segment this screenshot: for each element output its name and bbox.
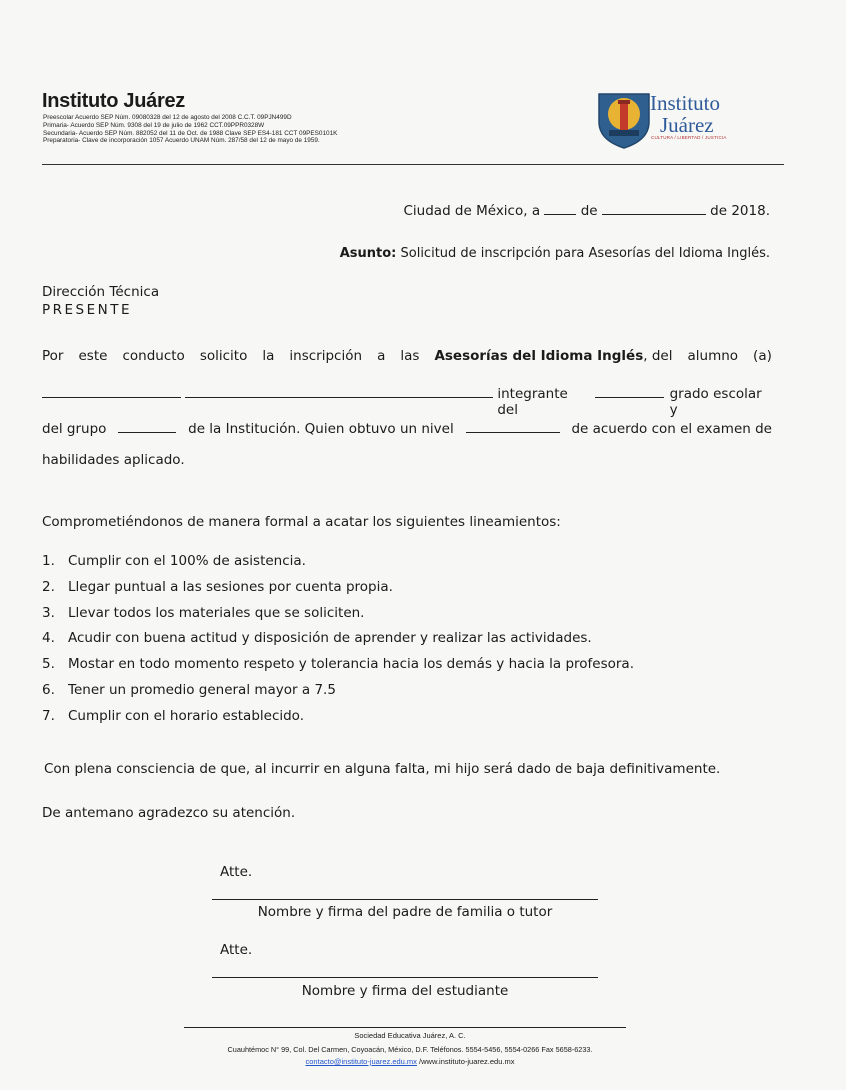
atte-parent: Atte.: [220, 864, 253, 880]
day-blank: [544, 202, 576, 215]
accreditation-preescolar: Preescolar Acuerdo SEP Núm. 09080328 del 12 de agosto del 2008 C.C.T. 09PJN499D: [43, 114, 292, 121]
accreditation-primaria: Primaria- Acuerdo SEP Núm. 9308 del 19 de julio de 1962 CCT.09PPR0328W: [43, 121, 265, 129]
body-word: solicito: [199, 348, 248, 364]
footer-address: Cuauhtémoc N° 99, Col. Del Carmen, Coyoacán, México, D.F. Teléfonos. 5554-5456, 5554-0266 Fax 5658-6233.: [227, 1045, 593, 1054]
course-name: Asesorías del Idioma Inglés: [434, 348, 644, 364]
list-item: 1. Cumplir con el 100% de asistencia.: [42, 553, 306, 569]
subject-text: Solicitud de inscripción para Asesorías del Idioma Inglés.: [396, 246, 770, 261]
month-blank: [602, 202, 706, 215]
institution-name: Instituto Juárez: [42, 90, 185, 112]
institucion-text: de la Institución. Quien obtuvo un nivel: [188, 421, 454, 437]
date-de: de: [580, 203, 598, 219]
list-item: 5. Mostar en todo momento respeto y tolerancia hacia los demás y hacia la profesora.: [42, 656, 634, 673]
group-blank: [118, 420, 176, 433]
accreditations-block: [43, 114, 337, 145]
parent-signature-line: [212, 899, 598, 900]
examen-text: de acuerdo con el examen de: [571, 421, 772, 437]
guidelines-list: [42, 553, 634, 734]
student-name-blank-2: [185, 385, 493, 398]
grade-blank: [595, 385, 664, 398]
body-word: (a): [753, 348, 772, 364]
list-item: 2. Llegar puntual a las sesiones por cuenta propia.: [42, 578, 393, 595]
thanks-text: De antemano agradezco su atención.: [42, 805, 296, 821]
logo-text-juarez: Juárez: [660, 113, 714, 137]
date-prefix: Ciudad de México, a: [403, 203, 541, 219]
web-link[interactable]: /www.instituto-juarez.edu.mx: [416, 1057, 515, 1066]
footer-divider: [184, 1027, 626, 1028]
logo-text-instituto: Instituto: [650, 91, 721, 115]
body-word: este: [78, 348, 108, 364]
footer-contact: [160, 1057, 660, 1066]
student-signature-label: Nombre y firma del estudiante: [301, 983, 509, 999]
student-signature-line: [212, 977, 598, 978]
body-word: inscripción: [289, 348, 363, 364]
subject-label: Asunto:: [339, 246, 397, 261]
list-item: 4. Acudir con buena actitud y disposición de aprender y realizar las actividades.: [42, 630, 592, 647]
accreditation-secundaria: Secundaria- Acuerdo SEP Núm. 882052 del 11 de Oct. de 1988 Clave SEP ES4-181 CCT 09PES0101K: [43, 129, 338, 137]
email-link[interactable]: contacto@instituto-juarez.edu.mx: [305, 1057, 417, 1066]
guidelines-intro: Comprometiéndonos de manera formal a acatar los siguientes lineamientos:: [42, 514, 561, 530]
footer-company: Sociedad Educativa Juárez, A. C.: [354, 1031, 466, 1040]
body-line-3: [42, 420, 772, 437]
body-word: a: [377, 348, 386, 364]
body-word: las: [400, 348, 420, 364]
list-item: 3. Llevar todos los materiales que se soliciten.: [42, 604, 365, 621]
body-word: , del: [643, 348, 673, 364]
body-word: alumno: [687, 348, 739, 364]
subject-line: [340, 246, 770, 261]
parent-signature-label: Nombre y firma del padre de familia o tutor: [257, 904, 553, 920]
body-word: conducto: [122, 348, 185, 364]
integrante-text: integrante del: [497, 386, 568, 418]
body-word: la: [262, 348, 275, 364]
recipient-presente: PRESENTE: [42, 302, 133, 318]
date-line: [404, 202, 771, 219]
date-suffix: de 2018.: [710, 203, 770, 219]
body-line-1: [42, 348, 772, 364]
habilidades-text: habilidades aplicado.: [42, 452, 185, 468]
recipient-office: Dirección Técnica: [42, 284, 160, 300]
list-item: 7. Cumplir con el horario establecido.: [42, 707, 304, 724]
logo-motto: CULTURA / LIBERTAD / JUSTICIA: [651, 135, 727, 140]
level-blank: [466, 420, 560, 433]
grupo-text: del grupo: [42, 421, 107, 437]
recipient: [42, 283, 159, 319]
consequence-text: Con plena consciencia de que, al incurrir en alguna falta, mi hijo será dado de baja definitivamente.: [44, 761, 721, 777]
grado-text: grado escolar y: [669, 386, 762, 418]
list-item: 6. Tener un promedio general mayor a 7.5: [42, 681, 336, 698]
body-line-2: [42, 385, 772, 418]
header-divider: [42, 164, 784, 165]
atte-student: Atte.: [220, 942, 253, 958]
body-word: Por: [42, 348, 64, 364]
accreditation-preparatoria: Preparatoria- Clave de incorporación 1057 Acuerdo UNAM Núm. 287/58 del 12 de mayo de 1959.: [43, 137, 320, 145]
student-name-blank-1: [42, 385, 181, 398]
